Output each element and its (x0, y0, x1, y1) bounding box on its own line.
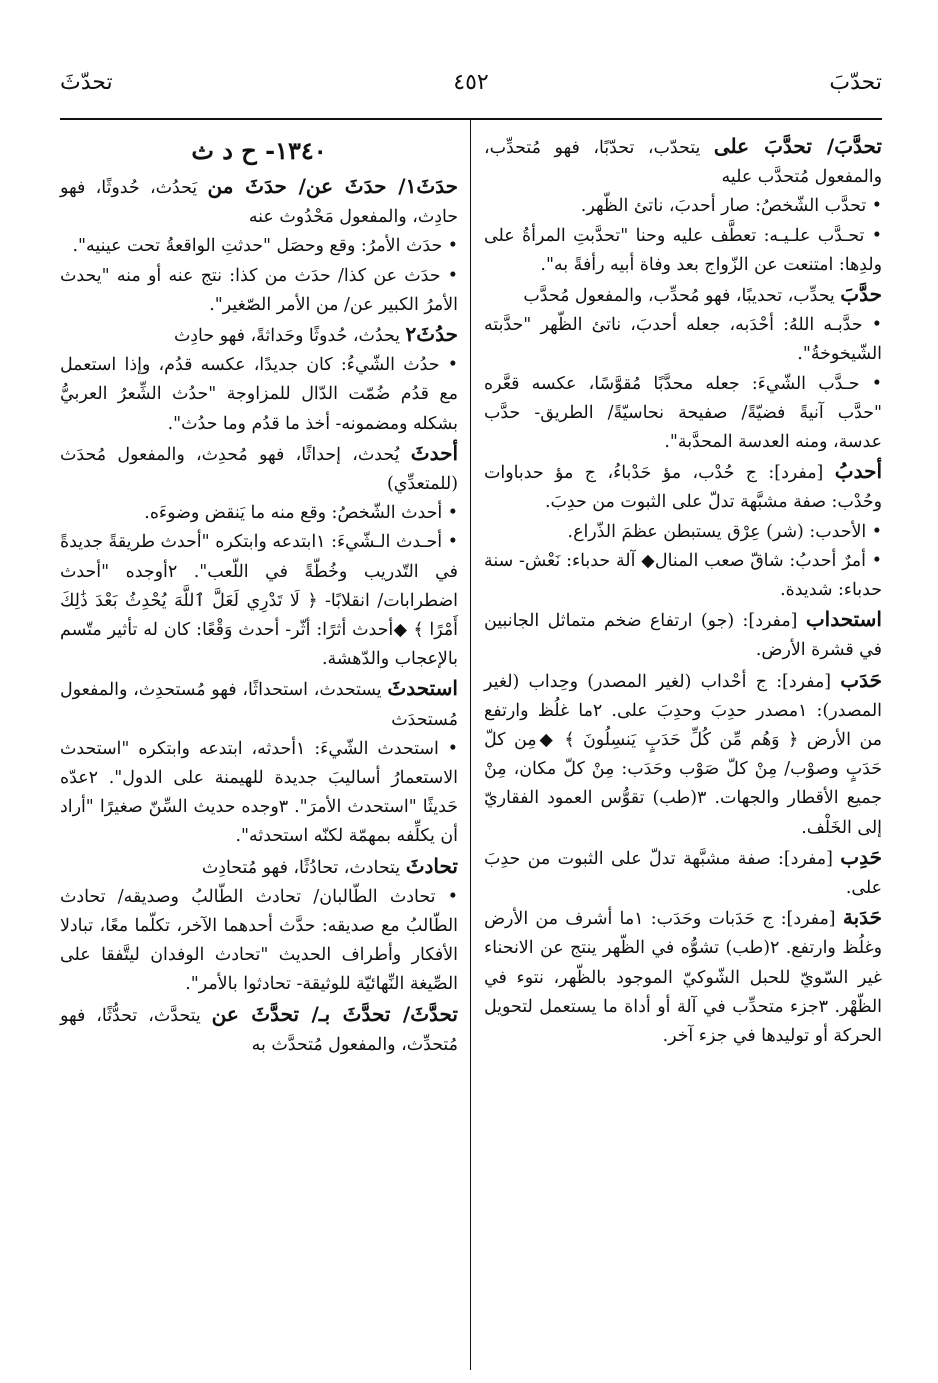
dictionary-entry (484, 903, 882, 1051)
running-head-right: تحدّبَ (829, 69, 882, 95)
dictionary-entry (484, 457, 882, 517)
sense-line: • أحدث الشّخصُ: وقع منه ما يَنقض وضوءَه. (144, 503, 458, 524)
headword: تحادثَ (405, 853, 458, 878)
dictionary-entry (60, 172, 458, 232)
dictionary-entry (484, 132, 882, 192)
headword: حَدَب (840, 667, 882, 692)
sense-line: • تحادث الطّالبان/ تحادث الطّالبُ وصديقه/ تحادث الطّالبُ مع صديقه: حدَّث أحدهما الآخر، تكلّما معًا، تبادلا الأفكار وأطراف الحديث "تحادث الوفدان ليتَّفقا على الصِّيغة النِّهائيّة للوثيقة- تحادثوا بالأمر". (60, 886, 458, 995)
running-head-left: تحدّثَ (60, 69, 113, 95)
sense-line: • تحدَّب الشّخصُ: صار أحدبَ، ناتئ الظّهر. (580, 196, 882, 217)
dictionary-entry (484, 280, 882, 311)
dictionary-entry (60, 439, 458, 499)
sense-line: • أحـدث الـشّيءَ: ١ابتدعه وابتكره "أحدث طريقةً جديدةً في التّدريب وخُطّةً في اللّعب". ٢أوجده "أحدث اضطرابات/ انقلابًا- ﴿ لَا تَدْرِي لَعَلَّ ٱللَّهَ يُحْدِثُ بَعْدَ ذَٰلِكَ أَمْرًا ﴾ ◆أحدث أثرًا: أثّر- أحدث وَقْعًا: كان له تأثير متّسم بالإعجاب والدّهشة. (60, 532, 458, 670)
dictionary-entry (60, 674, 458, 734)
headword: حدُثَ٢ (405, 322, 458, 347)
headword: حدَثَ١/ حدَثَ عن/ حدَثَ من (207, 174, 459, 198)
headword: تحدَّبَ/ تحدَّبَ على (713, 134, 882, 158)
headword: حَدَبة (842, 905, 882, 930)
root-heading: ١٣٤٠- ح د ث (191, 136, 327, 165)
headword: استحداب (805, 607, 882, 632)
entry-text: يحدُث، حُدوثًا وحَداثةً، فهو حادِث (173, 326, 406, 347)
entry-text: [مفرد]: ج حُدْب، مؤ حَدْباءُ، ج مؤ حدباوات وحُدْب: صفة مشبَّهة تدلّ على الثبوت من حدِبَ. (484, 463, 882, 513)
dictionary-entry (484, 843, 882, 903)
entry-text: [مفرد]: صفة مشبَّهة تدلّ على الثبوت من حدِبَ على. (484, 848, 882, 899)
entry-text: يُحدث، إحداثًا، فهو مُحدِث، والمفعول مُحدَث (للمتعدِّي) (60, 444, 458, 495)
headword: حدَّبَ (840, 282, 882, 307)
sense-line: • استحدث الشّيءَ: ١أحدثه، ابتدعه وابتكره "استحدث الاستعمارُ أساليبَ جديدة للهيمنة على الدول". ٢عدّه حَديثًا "استحدث الأمرَ". ٣وجده حديث السِّنّ صغيرًا "أراد أن يكلِّفه بمهمّة لكنّه استحدثه". (60, 738, 458, 847)
sense-line: • حـدَّب الشّيءَ: جعله محدَّبًا مُقوَّسًا، عكسه قعَّره "حدَّب آنيةً فضيّةً/ صفيحة نحاسيّةً/ الطريق- حدَّب عدسة، ومنه العدسة المحدَّبة". (484, 373, 882, 453)
sense-line: • أمرٌ أحدبُ: شاقّ صعب المنال◆ آلة حدباء: نَعْش- سنة حدباء: شديدة. (484, 550, 882, 601)
left-column (60, 132, 458, 1060)
sense-line: • حدَث الأمرُ: وقع وحصَل "حدثتِ الواقعةُ تحت عينيه". (72, 236, 458, 257)
headword: تحدَّثَ/ تحدَّثَ بـ/ تحدَّثَ عن (211, 1001, 458, 1026)
dictionary-entry (484, 666, 882, 843)
page-number: ٤٥٢ (453, 69, 489, 95)
right-column (484, 132, 882, 1051)
headword: أحدثَ (410, 440, 458, 465)
sense-line: • حدَث عن كذا/ حدَث من كذا: نتج عنه أو منه "يحدث الأمرُ الكبير عن/ من الأمر الصّغير". (60, 265, 458, 315)
headword: حَدِب (840, 844, 882, 869)
entry-text: يتحدّب، تحدّبًا، فهو مُتحدِّب، والمفعول مُتحدَّب عليه (484, 138, 882, 188)
dictionary-entry (484, 605, 882, 665)
entry-text: يستحدث، استحداثًا، فهو مُستحدِث، والمفعول مُستحدَث (60, 680, 458, 730)
entry-text: يَحدُث، حُدوثًا، فهو حادِث، والمفعول مَحْدُوث عنه (60, 178, 458, 228)
page-header (60, 62, 882, 102)
sense-line: • حدَّبـه اللهُ: أحْدَبه، جعله أحدبَ، ناتئ الظّهر "حدَّبته الشّيخوخةُ". (484, 315, 882, 365)
dictionary-entry (60, 1000, 458, 1060)
header-rule (60, 118, 882, 120)
dictionary-entry (60, 320, 458, 351)
sense-line: • تحـدَّب علـيـه: تعطَّف عليه وحنا "تحدَّبتِ المرأةُ على ولدِها: امتنعت عن الزّواج بعد وفاة أبيه رأفةً به". (484, 225, 882, 275)
sense-line: • حدُث الشّيءُ: كان جديدًا، عكسه قدُم، وإذا استعمل مع قدُم ضُمّت الدّال للمزاوجة "حدُث الشِّعرُ العربيُّ بشكله ومضمونه- أخذ ما قدُم وما حدُث". (60, 355, 458, 434)
entry-text: [مفرد]: ج حَدَبات وحَدَب: ١ما أشرف من الأرض وغلُظ وارتفع. ٢(طب) تشوُّه في الظّهر ينتج عن الانحناء غير السّويّ للحبل الشّوكيّ الموجود بالظّهر، نتوء في الظّهْر. ٣جزء متحدِّب في آلة أو أداة ما يستعمل لتحويل الحركة أو توليدها في جزء آخر. (484, 909, 882, 1047)
entry-text: يتحدَّث، تحدُّثًا، فهو مُتحدِّث، والمفعول مُتحدَّث به (60, 1005, 458, 1055)
entry-text: يحدِّب، تحديبًا، فهو مُحدِّب، والمفعول مُحدَّب (523, 286, 841, 307)
column-divider (470, 120, 471, 1370)
headword: استحدثَ (387, 676, 458, 701)
sense-line: • الأحدب: (شر) عِرْق يستبطن عظمَ الذّراع. (567, 521, 882, 542)
entry-text: يتحادث، تحادُثًا، فهو مُتحادِث (201, 857, 406, 878)
headword: أحدبُ (834, 459, 882, 484)
dictionary-entry (60, 852, 458, 883)
entry-text: [مفرد]: ج أحْداب (لغير المصدر) وحِداب (لغير المصدر): ١مصدر حدِبَ وحدِبَ على. ٢ما غلُظ وارتفع من الأرض ﴿ وَهُم مِّن كُلِّ حَدَبٍ يَنسِلُونَ ﴾ ◆مِن كلّ حَدَبٍ وصوْب/ مِنْ كلّ صَوْب وحَدَب: مِنْ كلّ مكان، مِنْ جميع الأقطار والجهات. ٣(طب) تقوُّس العمود الفقاريّ إلى الخَلْف. (484, 671, 882, 838)
entry-text: [مفرد]: (جو) ارتفاع ضخم متماثل الجانبين في قشرة الأرض. (484, 611, 882, 661)
